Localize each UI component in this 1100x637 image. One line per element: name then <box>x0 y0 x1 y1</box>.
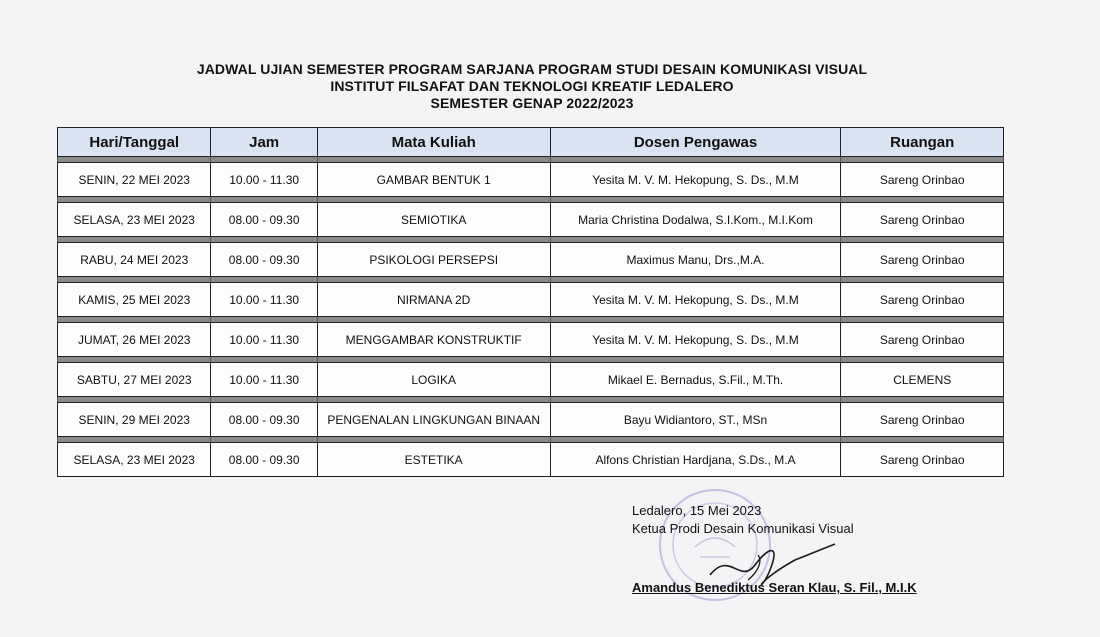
cell-room: Sareng Orinbao <box>841 163 1004 197</box>
cell-supervisor: Mikael E. Bernadus, S.Fil., M.Th. <box>550 363 841 397</box>
cell-time: 08.00 - 09.30 <box>211 443 317 477</box>
cell-time: 08.00 - 09.30 <box>211 243 317 277</box>
cell-room: Sareng Orinbao <box>841 283 1004 317</box>
exam-schedule-table <box>57 127 1004 477</box>
cell-date: SELASA, 23 MEI 2023 <box>58 203 211 237</box>
table-row <box>58 403 1004 437</box>
column-header-room: Ruangan <box>841 128 1004 157</box>
cell-room: Sareng Orinbao <box>841 203 1004 237</box>
cell-time: 10.00 - 11.30 <box>211 323 317 357</box>
cell-course: PSIKOLOGI PERSEPSI <box>317 243 550 277</box>
column-header-date: Hari/Tanggal <box>58 128 211 157</box>
cell-course: ESTETIKA <box>317 443 550 477</box>
table-row <box>58 243 1004 277</box>
cell-date: SABTU, 27 MEI 2023 <box>58 363 211 397</box>
signature-role: Ketua Prodi Desain Komunikasi Visual <box>632 521 854 536</box>
column-header-supervisor: Dosen Pengawas <box>550 128 841 157</box>
cell-room: CLEMENS <box>841 363 1004 397</box>
cell-date: SENIN, 29 MEI 2023 <box>58 403 211 437</box>
cell-course: GAMBAR BENTUK 1 <box>317 163 550 197</box>
cell-course: LOGIKA <box>317 363 550 397</box>
cell-room: Sareng Orinbao <box>841 323 1004 357</box>
document-header <box>0 61 1100 112</box>
table-row <box>58 443 1004 477</box>
table-row <box>58 323 1004 357</box>
signature-block <box>632 502 917 595</box>
cell-room: Sareng Orinbao <box>841 403 1004 437</box>
table-row <box>58 283 1004 317</box>
cell-time: 10.00 - 11.30 <box>211 163 317 197</box>
cell-time: 08.00 - 09.30 <box>211 403 317 437</box>
cell-supervisor: Alfons Christian Hardjana, S.Ds., M.A <box>550 443 841 477</box>
column-header-course: Mata Kuliah <box>317 128 550 157</box>
cell-course: NIRMANA 2D <box>317 283 550 317</box>
cell-supervisor: Maria Christina Dodalwa, S.I.Kom., M.I.Kom <box>550 203 841 237</box>
cell-date: RABU, 24 MEI 2023 <box>58 243 211 277</box>
table-row <box>58 203 1004 237</box>
signatory-name: Amandus Benediktus Seran Klau, S. Fil., M.I.K <box>632 580 917 595</box>
column-header-time: Jam <box>211 128 317 157</box>
cell-time: 10.00 - 11.30 <box>211 283 317 317</box>
cell-time: 10.00 - 11.30 <box>211 363 317 397</box>
cell-supervisor: Yesita M. V. M. Hekopung, S. Ds., M.M <box>550 283 841 317</box>
table-row <box>58 363 1004 397</box>
table-header-row <box>58 128 1004 157</box>
cell-date: JUMAT, 26 MEI 2023 <box>58 323 211 357</box>
signature-place-date: Ledalero, 15 Mei 2023 <box>632 503 762 518</box>
cell-supervisor: Yesita M. V. M. Hekopung, S. Ds., M.M <box>550 323 841 357</box>
table-body <box>58 157 1004 477</box>
cell-date: SENIN, 22 MEI 2023 <box>58 163 211 197</box>
cell-supervisor: Yesita M. V. M. Hekopung, S. Ds., M.M <box>550 163 841 197</box>
table-row <box>58 163 1004 197</box>
header-title-line: JADWAL UJIAN SEMESTER PROGRAM SARJANA PROGRAM STUDI DESAIN KOMUNIKASI VISUAL <box>196 61 868 77</box>
header-institution-line: INSTITUT FILSAFAT DAN TEKNOLOGI KREATIF LEDALERO <box>330 78 734 94</box>
cell-course: PENGENALAN LINGKUNGAN BINAAN <box>317 403 550 437</box>
cell-date: KAMIS, 25 MEI 2023 <box>58 283 211 317</box>
cell-course: SEMIOTIKA <box>317 203 550 237</box>
cell-course: MENGGAMBAR KONSTRUKTIF <box>317 323 550 357</box>
cell-date: SELASA, 23 MEI 2023 <box>58 443 211 477</box>
cell-supervisor: Bayu Widiantoro, ST., MSn <box>550 403 841 437</box>
cell-room: Sareng Orinbao <box>841 443 1004 477</box>
cell-supervisor: Maximus Manu, Drs.,M.A. <box>550 243 841 277</box>
cell-room: Sareng Orinbao <box>841 243 1004 277</box>
header-semester-line: SEMESTER GENAP 2022/2023 <box>430 95 634 111</box>
cell-time: 08.00 - 09.30 <box>211 203 317 237</box>
